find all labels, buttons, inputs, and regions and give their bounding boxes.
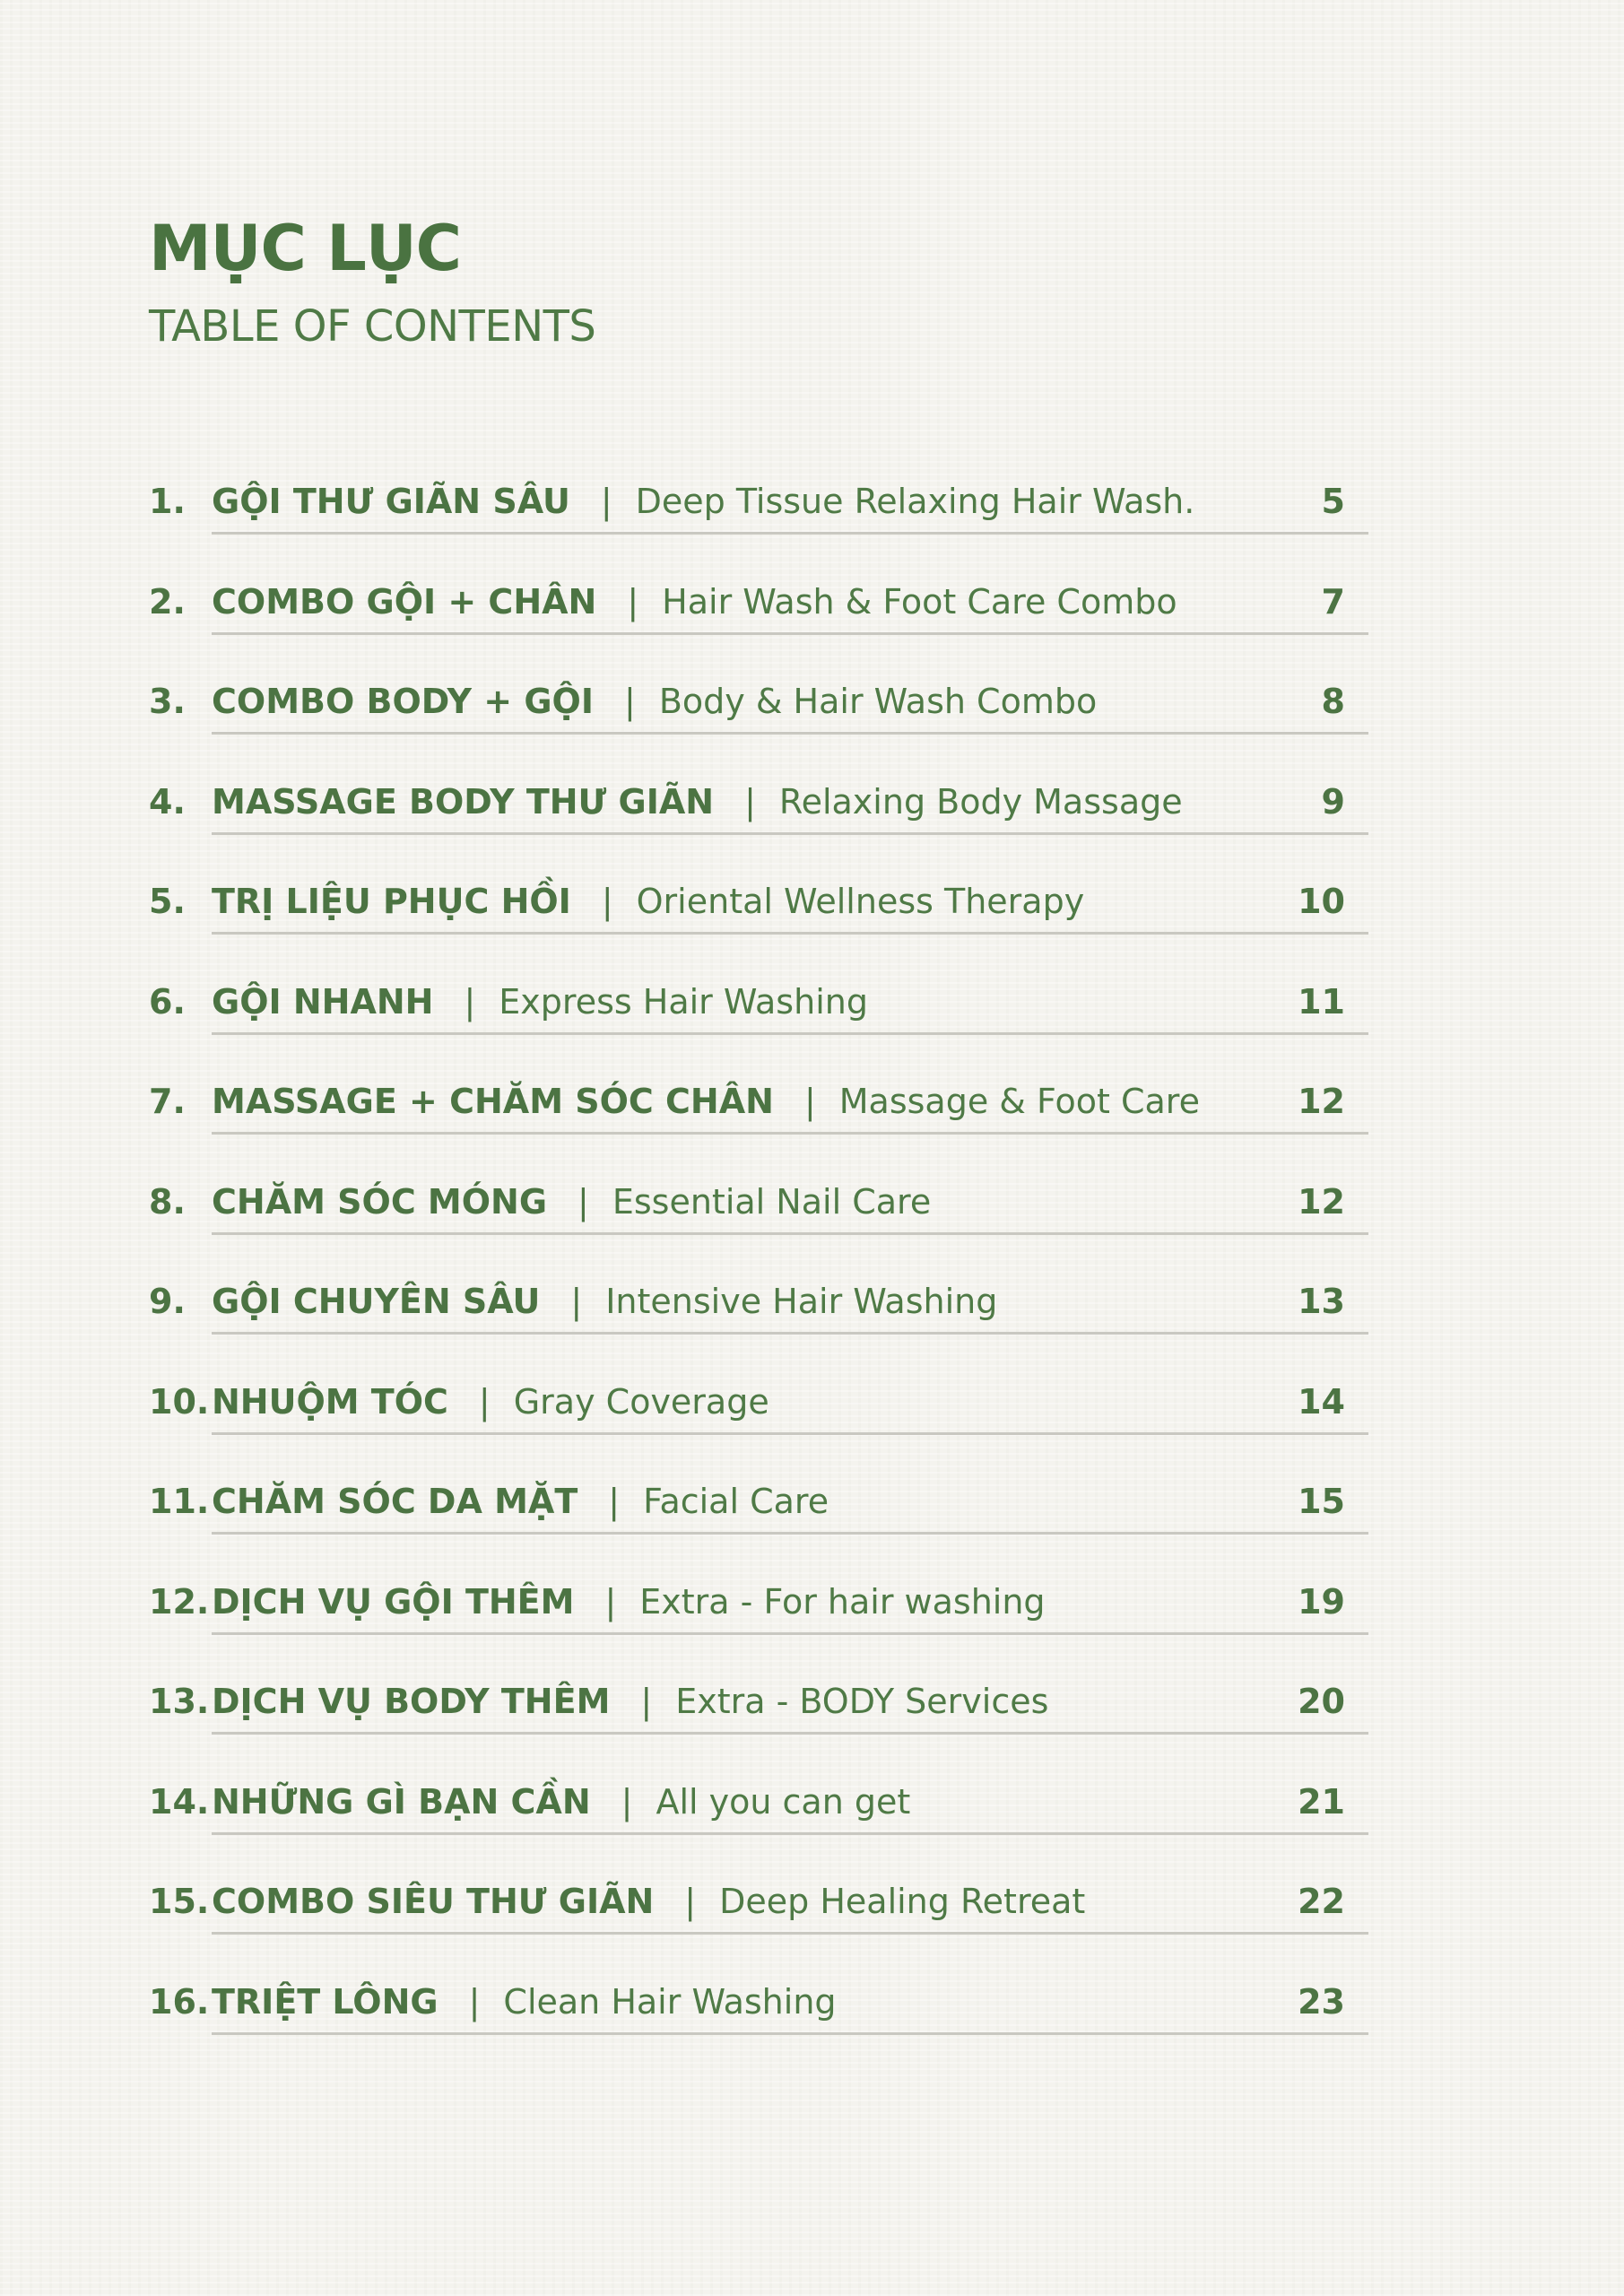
toc-entry-separator: |: [624, 682, 636, 721]
toc-entry-title-vi: COMBO BODY + GỘI: [212, 682, 594, 721]
toc-entry-title-en: Deep Healing Retreat: [719, 1882, 1086, 1921]
toc-entry-separator: |: [608, 1482, 621, 1521]
toc-entry-number: 7.: [149, 1082, 186, 1121]
toc-entry-title: [212, 1381, 769, 1422]
toc-entry-title: [212, 882, 1085, 921]
toc-entry-page-number: 14: [1298, 1381, 1345, 1422]
toc-entry-separator: |: [468, 1981, 481, 2022]
toc-entry-title-vi: GỘI CHUYÊN SÂU: [212, 1282, 541, 1321]
toc-entry-divider: [212, 1232, 1368, 1235]
toc-entry-page-number: 7: [1321, 581, 1345, 622]
toc-entry-divider: [212, 1032, 1368, 1035]
toc-entry-number: 16.: [149, 1981, 210, 2022]
toc-entry-title-vi: GỘI THƯ GIÃN SÂU: [212, 482, 570, 521]
toc-entry-title-vi: NHUỘM TÓC: [212, 1381, 448, 1422]
toc-entry-title-vi: TRIỆT LÔNG: [212, 1981, 439, 2022]
toc-entry-title-en: Express Hair Washing: [499, 981, 868, 1022]
toc-entry-number: 1.: [149, 482, 186, 521]
toc-entry-13[interactable]: [0, 1666, 1624, 1767]
toc-entry-separator: |: [744, 781, 756, 822]
toc-entry-page-number: 15: [1298, 1482, 1345, 1521]
toc-entry-title: [212, 981, 868, 1022]
toc-entry-divider: [212, 632, 1368, 635]
toc-entry-title-en: All you can get: [656, 1781, 911, 1822]
toc-entry-title: [212, 1882, 1086, 1921]
toc-entry-14[interactable]: [0, 1767, 1624, 1867]
toc-entry-6[interactable]: [0, 967, 1624, 1067]
toc-entry-title: [212, 1581, 1046, 1622]
toc-entry-number: 11.: [149, 1482, 210, 1521]
toc-entry-separator: |: [570, 1282, 583, 1321]
toc-entry-12[interactable]: [0, 1567, 1624, 1667]
toc-entry-number: 14.: [149, 1781, 210, 1822]
toc-entry-11[interactable]: [0, 1466, 1624, 1567]
toc-entry-10[interactable]: [0, 1367, 1624, 1467]
toc-entry-divider: [212, 832, 1368, 835]
toc-entry-title-en: Gray Coverage: [513, 1381, 769, 1422]
toc-entry-divider: [212, 732, 1368, 735]
toc-entry-title-en: Hair Wash & Foot Care Combo: [662, 581, 1177, 622]
toc-entry-divider: [212, 1932, 1368, 1935]
toc-entry-title-en: Extra - BODY Services: [675, 1682, 1049, 1721]
toc-entry-title-en: Relaxing Body Massage: [778, 781, 1183, 822]
toc-entry-title-vi: DỊCH VỤ GỘI THÊM: [212, 1581, 575, 1622]
toc-entry-page-number: 21: [1298, 1781, 1345, 1822]
toc-entry-page-number: 9: [1321, 781, 1345, 822]
toc-entry-title: [212, 1282, 998, 1321]
toc-entry-title-vi: CHĂM SÓC DA MẶT: [212, 1482, 578, 1521]
toc-entry-title-vi: MASSAGE + CHĂM SÓC CHÂN: [212, 1082, 774, 1121]
toc-entry-separator: |: [803, 1082, 816, 1121]
toc-entry-title-vi: NHỮNG GÌ BẠN CẦN: [212, 1781, 591, 1822]
toc-entry-title-vi: COMBO GỘI + CHÂN: [212, 581, 597, 622]
toc-entry-number: 5.: [149, 882, 186, 921]
toc-entry-title: [212, 1682, 1049, 1721]
toc-entry-number: 2.: [149, 581, 186, 622]
toc-entry-separator: |: [464, 981, 476, 1022]
toc-entry-5[interactable]: [0, 866, 1624, 967]
toc-entry-15[interactable]: [0, 1866, 1624, 1967]
toc-entry-title: [212, 482, 1195, 521]
toc-entry-2[interactable]: [0, 567, 1624, 667]
toc-entry-number: 10.: [149, 1381, 210, 1422]
toc-entry-separator: |: [621, 1781, 633, 1822]
toc-entry-title: [212, 1482, 829, 1521]
toc-entry-number: 12.: [149, 1581, 210, 1622]
toc-entry-9[interactable]: [0, 1266, 1624, 1367]
toc-entry-separator: |: [600, 482, 612, 521]
toc-entry-title-vi: DỊCH VỤ BODY THÊM: [212, 1682, 611, 1721]
toc-entry-page-number: 12: [1298, 1181, 1345, 1222]
toc-entry-title: [212, 682, 1098, 721]
toc-entry-7[interactable]: [0, 1066, 1624, 1167]
toc-entry-title: [212, 1981, 837, 2022]
toc-entry-title: [212, 1781, 911, 1822]
toc-entry-divider: [212, 1432, 1368, 1435]
toc-entry-1[interactable]: [0, 466, 1624, 567]
toc-entry-separator: |: [640, 1682, 653, 1721]
toc-entry-title-en: Intensive Hair Washing: [605, 1282, 998, 1321]
toc-entry-divider: [212, 1532, 1368, 1535]
toc-entry-page-number: 5: [1321, 482, 1345, 521]
toc-entry-title-en: Oriental Wellness Therapy: [636, 882, 1085, 921]
toc-entry-divider: [212, 532, 1368, 535]
toc-entry-title-en: Clean Hair Washing: [503, 1981, 837, 2022]
toc-entry-title-en: Extra - For hair washing: [639, 1581, 1046, 1622]
toc-list: [0, 466, 1624, 2066]
page-subtitle: TABLE OF CONTENTS: [149, 301, 596, 352]
toc-entry-title-en: Essential Nail Care: [612, 1181, 932, 1222]
toc-entry-4[interactable]: [0, 767, 1624, 867]
toc-entry-page-number: 19: [1298, 1581, 1345, 1622]
toc-entry-number: 6.: [149, 981, 186, 1022]
toc-entry-number: 8.: [149, 1181, 186, 1222]
toc-entry-3[interactable]: [0, 666, 1624, 767]
toc-entry-title: [212, 1181, 932, 1222]
toc-entry-title-en: Deep Tissue Relaxing Hair Wash.: [635, 482, 1195, 521]
toc-entry-page-number: 20: [1298, 1682, 1345, 1721]
toc-entry-title-en: Massage & Foot Care: [838, 1082, 1200, 1121]
toc-entry-divider: [212, 1332, 1368, 1335]
toc-entry-separator: |: [684, 1882, 697, 1921]
toc-entry-page-number: 11: [1298, 981, 1345, 1022]
toc-entry-number: 13.: [149, 1682, 210, 1721]
toc-entry-title-vi: MASSAGE BODY THƯ GIÃN: [212, 781, 715, 822]
toc-entry-separator: |: [604, 1581, 617, 1622]
toc-entry-separator: |: [601, 882, 613, 921]
toc-entry-divider: [212, 932, 1368, 935]
toc-entry-separator: |: [627, 581, 639, 622]
page-title: MỤC LỤC: [149, 212, 462, 285]
toc-entry-title: [212, 581, 1177, 622]
toc-entry-title-vi: GỘI NHANH: [212, 981, 434, 1022]
toc-entry-divider: [212, 2032, 1368, 2035]
toc-entry-divider: [212, 1132, 1368, 1135]
toc-entry-separator: |: [578, 1181, 589, 1222]
toc-entry-title-vi: COMBO SIÊU THƯ GIÃN: [212, 1882, 655, 1921]
toc-entry-number: 3.: [149, 682, 186, 721]
toc-entry-page-number: 12: [1298, 1082, 1345, 1121]
toc-entry-separator: |: [478, 1381, 491, 1422]
toc-entry-16[interactable]: [0, 1967, 1624, 2067]
toc-entry-page-number: 23: [1298, 1981, 1345, 2022]
toc-entry-number: 4.: [149, 781, 186, 822]
toc-entry-title-en: Body & Hair Wash Combo: [658, 682, 1098, 721]
toc-entry-title: [212, 781, 1183, 822]
toc-entry-divider: [212, 1732, 1368, 1735]
toc-entry-page-number: 8: [1321, 682, 1345, 721]
toc-entry-title-en: Facial Care: [643, 1482, 829, 1521]
toc-entry-page-number: 13: [1298, 1282, 1345, 1321]
toc-entry-title-vi: CHĂM SÓC MÓNG: [212, 1181, 548, 1222]
toc-entry-8[interactable]: [0, 1167, 1624, 1267]
toc-entry-number: 15.: [149, 1882, 210, 1921]
toc-entry-divider: [212, 1632, 1368, 1635]
toc-entry-page-number: 22: [1298, 1882, 1345, 1921]
toc-entry-title-vi: TRỊ LIỆU PHỤC HỒI: [212, 882, 571, 921]
toc-entry-title: [212, 1082, 1200, 1121]
toc-entry-page-number: 10: [1298, 882, 1345, 921]
toc-entry-divider: [212, 1832, 1368, 1835]
toc-entry-number: 9.: [149, 1282, 186, 1321]
